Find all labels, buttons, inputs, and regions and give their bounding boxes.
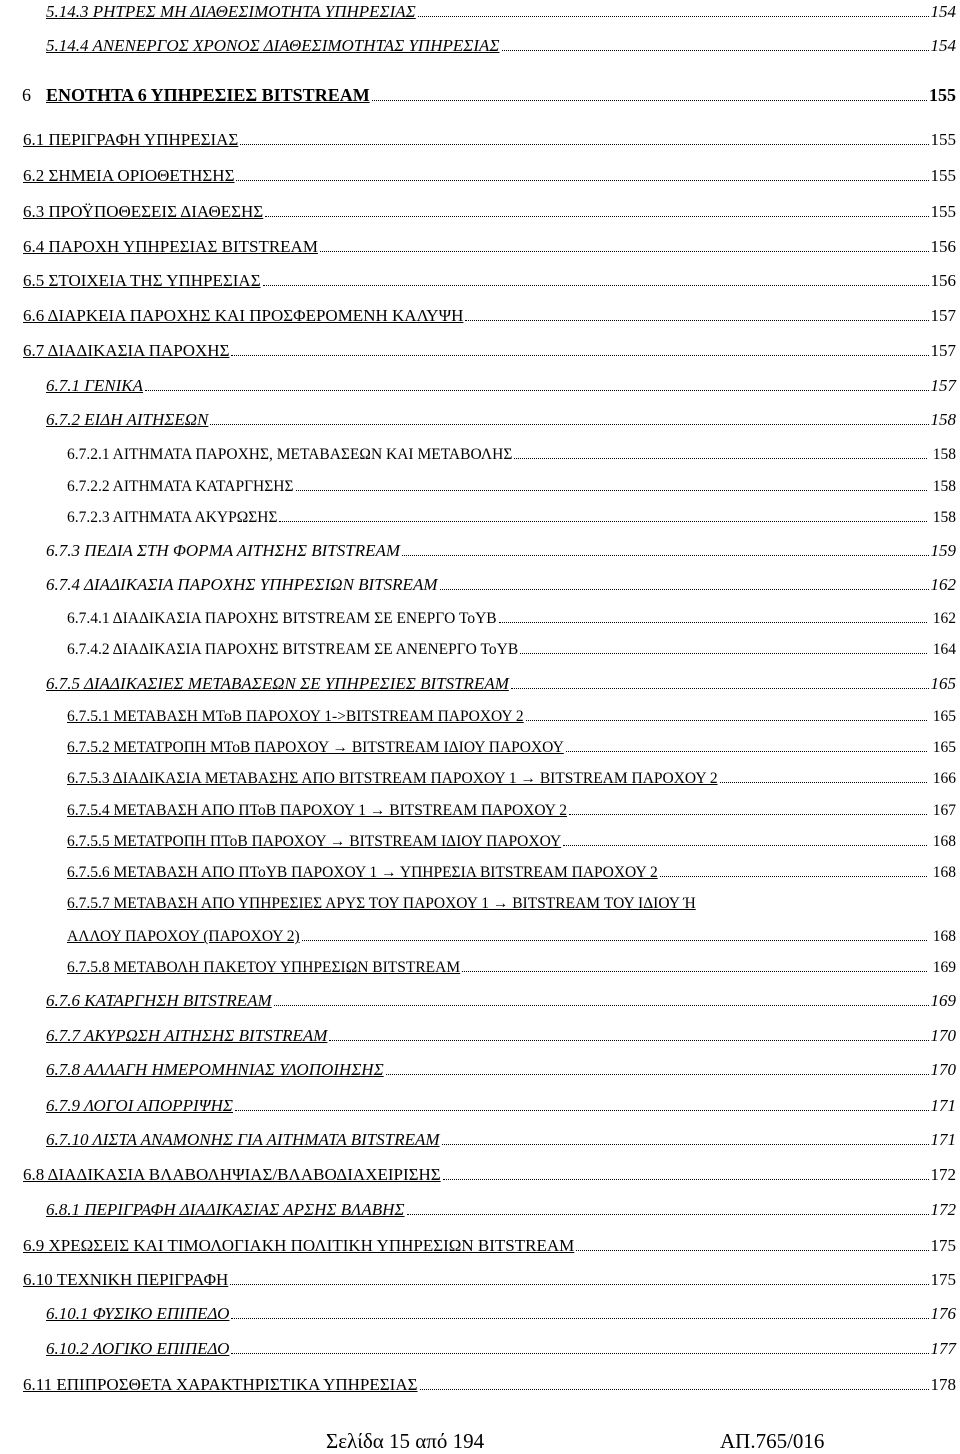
toc-entry-page: 175 (930, 1269, 956, 1289)
toc-entry[interactable] (67, 928, 956, 945)
toc-entry-label[interactable]: 6.7.1 ΓΕΝΙΚΑ (46, 375, 144, 395)
toc-entry-page: 166 (932, 770, 956, 788)
dot-leader (526, 708, 927, 721)
toc-entry-page: 159 (930, 540, 956, 560)
toc-entry-page: 169 (930, 990, 956, 1010)
toc-entry[interactable] (23, 271, 956, 289)
toc-entry-label[interactable]: 6.9 ΧΡΕΩΣΕΙΣ ΚΑΙ ΤΙΜΟΛΟΓΙΑΚΗ ΠΟΛΙΤΙΚΗ ΥΠΗΡΕΣΙΩΝ BITSTREAM (23, 1235, 575, 1255)
dot-leader (329, 1026, 928, 1041)
toc-entry-label[interactable]: 6.7.5.8 ΜΕΤΑΒΟΛΗ ΠΑΚΕΤΟΥ ΥΠΗΡΕΣΙΩΝ BITSTREAM (67, 959, 461, 977)
toc-entry-label[interactable]: 6.1 ΠΕΡΙΓΡΑΦΗ ΥΠΗΡΕΣΙΑΣ (23, 129, 239, 149)
toc-entry[interactable] (67, 864, 956, 881)
toc-entry-label[interactable]: 6.7.5.2 ΜΕΤΑΤΡΟΠΗ ΜΤοΒ ΠΑΡΟΧΟΥ → BITSTREAM ΙΔΙΟΥ ΠΑΡΟΧΟΥ (67, 739, 564, 757)
toc-entry[interactable] (67, 770, 956, 787)
dot-leader (231, 341, 928, 356)
toc-entry[interactable] (23, 130, 956, 148)
toc-entry-label[interactable]: 6.7.5.6 ΜΕΤΑΒΑΣΗ ΑΠΟ ΠΤοΥΒ ΠΑΡΟΧΟΥ 1 → ΥΠΗΡΕΣΙΑ BITSTREAM ΠΑΡΟΧΟΥ 2 (67, 864, 658, 882)
dot-leader (145, 376, 928, 391)
toc-entry-label[interactable]: 6.7.4.1 ΔΙΑΔΙΚΑΣΙΑ ΠΑΡΟΧΗΣ BITSTREAM ΣΕ ΕΝΕΡΓΟ ΤοΥΒ (67, 610, 497, 628)
toc-entry-page: 171 (930, 1129, 956, 1149)
toc-entry-label[interactable]: 6.8.1 ΠΕΡΙΓΡΑΦΗ ΔΙΑΔΙΚΑΣΙΑΣ ΑΡΣΗΣ ΒΛΑΒΗΣ (46, 1199, 405, 1219)
toc-entry[interactable] (67, 802, 956, 819)
toc-entry-page: 168 (932, 833, 956, 851)
toc-entry[interactable] (46, 575, 956, 593)
toc-entry[interactable] (46, 410, 956, 428)
toc-entry[interactable] (46, 2, 956, 20)
toc-entry[interactable] (46, 674, 956, 692)
toc-entry-page: 169 (932, 959, 956, 977)
dot-leader (240, 130, 928, 145)
toc-entry[interactable] (23, 1375, 956, 1393)
toc-entry-label[interactable]: 6.11 ΕΠΙΠΡΟΣΘΕΤΑ ΧΑΡΑΚΤΗΡΙΣΤΙΚΑ ΥΠΗΡΕΣΙΑΣ (23, 1374, 418, 1394)
toc-entry[interactable] (23, 202, 956, 220)
dot-leader (407, 1200, 929, 1215)
toc-entry[interactable] (23, 306, 956, 324)
footer-document-reference: ΑΠ.765/016 (720, 1429, 825, 1453)
dot-leader (520, 641, 927, 654)
toc-entry-page: 175 (930, 1235, 956, 1255)
dot-leader (502, 36, 929, 51)
toc-entry-label[interactable]: 6.7.3 ΠΕΔΙΑ ΣΤΗ ΦΟΡΜΑ ΑΙΤΗΣΗΣ BITSTREAM (46, 540, 401, 560)
toc-entry-page: 177 (930, 1338, 956, 1358)
dot-leader (210, 410, 928, 425)
toc-entry-label[interactable]: 6.8 ΔΙΑΔΙΚΑΣΙΑ ΒΛΑΒΟΛΗΨΙΑΣ/ΒΛΑΒΟΔΙΑΧΕΙΡΙΣΗΣ (23, 1164, 441, 1184)
toc-entry[interactable] (67, 641, 956, 658)
toc-entry[interactable] (23, 237, 956, 255)
dot-leader (372, 86, 927, 101)
toc-entry[interactable] (46, 1130, 956, 1148)
toc-entry-page: 156 (930, 270, 956, 290)
toc-entry[interactable] (67, 509, 956, 526)
toc-entry-page: 168 (932, 928, 956, 946)
dot-leader (514, 446, 926, 459)
toc-entry-page: 155 (929, 85, 956, 106)
dot-leader (576, 1236, 928, 1251)
toc-entry-page: 171 (930, 1095, 956, 1115)
toc-entry-page: 170 (930, 1025, 956, 1045)
toc-entry-label[interactable]: 6.7.10 ΛΙΣΤΑ ΑΝΑΜΟΝΗΣ ΓΙΑ ΑΙΤΗΜΑΤΑ BITSTREAM (46, 1129, 440, 1149)
toc-entry-page: 165 (932, 739, 956, 757)
toc-entry[interactable] (46, 1200, 956, 1218)
dot-leader (720, 770, 927, 783)
dot-leader (499, 610, 927, 623)
dot-leader (569, 802, 927, 815)
dot-leader (230, 1270, 928, 1285)
toc-entry-page: 165 (930, 673, 956, 693)
toc-entry[interactable] (67, 478, 956, 495)
toc-entry[interactable] (46, 1060, 956, 1078)
dot-leader (462, 959, 927, 972)
toc-entry-page: 157 (930, 375, 956, 395)
dot-leader (302, 928, 927, 941)
toc-entry-label[interactable]: 6.7.2.3 ΑΙΤΗΜΑΤΑ ΑΚΥΡΩΣΗΣ (67, 509, 278, 527)
toc-entry[interactable] (23, 1236, 956, 1254)
toc-entry-page: 158 (932, 478, 956, 496)
toc-entry-page: 165 (932, 708, 956, 726)
toc-entry-label[interactable]: 6.3 ΠΡΟΫΠΟΘΕΣΕΙΣ ΔΙΑΘΕΣΗΣ (23, 201, 264, 221)
dot-leader (263, 271, 929, 286)
dot-leader (265, 202, 928, 217)
toc-entry[interactable] (23, 1165, 956, 1183)
toc-entry-page: 178 (930, 1374, 956, 1394)
toc-entry-page: 157 (930, 305, 956, 325)
toc-entry-label[interactable]: 5.14.4 ΑΝΕΝΕΡΓΟΣ ΧΡΟΝΟΣ ΔΙΑΘΕΣΙΜΟΤΗΤΑΣ ΥΠΗΡΕΣΙΑΣ (46, 35, 500, 55)
toc-entry-label[interactable]: 6.4 ΠΑΡΟΧΗ ΥΠΗΡΕΣΙΑΣ BITSTREAM (23, 236, 318, 256)
dot-leader (442, 1130, 929, 1145)
toc-entry-page: 162 (932, 610, 956, 628)
toc-entry-page: 155 (930, 201, 956, 221)
toc-entry-page: 154 (930, 35, 956, 55)
toc-entry-label[interactable]: 5.14.3 ΡΗΤΡΕΣ ΜΗ ΔΙΑΘΕΣΙΜΟΤΗΤΑ ΥΠΗΡΕΣΙΑΣ (46, 1, 416, 21)
toc-entry-label[interactable]: 6.7.5 ΔΙΑΔΙΚΑΣΙΕΣ ΜΕΤΑΒΑΣΕΩΝ ΣΕ ΥΠΗΡΕΣΙΕΣ BITSTREAM (46, 673, 509, 693)
toc-entry-label[interactable]: 6.5 ΣΤΟΙΧΕΙΑ ΤΗΣ ΥΠΗΡΕΣΙΑΣ (23, 270, 261, 290)
toc-entry-page: 158 (932, 509, 956, 527)
toc-entry-page: 170 (930, 1059, 956, 1079)
toc-entry[interactable] (46, 1096, 956, 1114)
toc-entry-page: 157 (930, 340, 956, 360)
dot-leader (274, 991, 929, 1006)
toc-entry-label[interactable]: 6.7.8 ΑΛΛΑΓΗ ΗΜΕΡΟΜΗΝΙΑΣ ΥΛΟΠΟΙΗΣΗΣ (46, 1059, 384, 1079)
toc-entry-label[interactable]: 6.7 ΔΙΑΔΙΚΑΣΙΑ ΠΑΡΟΧΗΣ (23, 340, 230, 360)
toc-entry-page: 172 (930, 1164, 956, 1184)
dot-leader (320, 237, 929, 252)
toc-entry[interactable] (46, 1304, 956, 1322)
toc-entry-label[interactable]: 6.7.6 ΚΑΤΑΡΓΗΣΗ BITSTREAM (46, 990, 272, 1010)
toc-entry[interactable] (46, 1026, 956, 1044)
toc-entry[interactable] (46, 36, 956, 54)
toc-entry-page: 158 (930, 409, 956, 429)
toc-entry[interactable] (67, 959, 956, 976)
toc-entry[interactable] (67, 833, 956, 850)
toc-entry-label[interactable]: 6.7.4 ΔΙΑΔΙΚΑΣΙΑ ΠΑΡΟΧΗΣ ΥΠΗΡΕΣΙΩΝ BITSREAM (46, 574, 438, 594)
dot-leader (440, 575, 929, 590)
toc-entry-label[interactable]: 6.10.1 ΦΥΣΙΚΟ ΕΠΙΠΕΔΟ (46, 1303, 230, 1323)
toc-entry[interactable] (67, 708, 956, 725)
dot-leader (563, 833, 927, 846)
toc-entry-label[interactable]: 6.7.9 ΛΟΓΟΙ ΑΠΟΡΡΙΨΗΣ (46, 1095, 233, 1115)
toc-entry[interactable] (67, 739, 956, 756)
dot-leader (402, 541, 928, 556)
dot-leader (235, 1096, 929, 1111)
dot-leader (443, 1165, 929, 1180)
toc-entry-page: 168 (932, 864, 956, 882)
toc-entry-label[interactable]: 6.7.5.5 ΜΕΤΑΤΡΟΠΗ ΠΤοΒ ΠΑΡΟΧΟΥ → BITSTREAM ΙΔΙΟΥ ΠΑΡΟΧΟΥ (67, 833, 562, 851)
toc-entry-label[interactable]: 6.7.2.2 ΑΙΤΗΜΑΤΑ ΚΑΤΑΡΓΗΣΗΣ (67, 478, 294, 496)
toc-entry[interactable] (22, 85, 956, 106)
toc-entry-label[interactable]: 6.10.2 ΛΟΓΙΚΟ ΕΠΙΠΕΔΟ (46, 1338, 230, 1358)
dot-leader (231, 1339, 928, 1354)
toc-entry[interactable] (23, 341, 956, 359)
toc-entry-page: 172 (930, 1199, 956, 1219)
toc-entry-page: 155 (930, 129, 956, 149)
toc-entry-label[interactable]: 6.7.7 ΑΚΥΡΩΣΗ ΑΙΤΗΣΗΣ BITSTREAM (46, 1025, 328, 1045)
dot-leader (465, 306, 928, 321)
toc-entry-label[interactable]: 6.7.5.1 ΜΕΤΑΒΑΣΗ ΜΤοΒ ΠΑΡΟΧΟΥ 1->BITSTREAM ΠΑΡΟΧΟΥ 2 (67, 708, 524, 726)
toc-entry-page: 176 (930, 1303, 956, 1323)
toc-entry[interactable] (67, 446, 956, 463)
toc-entry-label[interactable]: 6.6 ΔΙΑΡΚΕΙΑ ΠΑΡΟΧΗΣ ΚΑΙ ΠΡΟΣΦΕΡΟΜΕΝΗ ΚΑΛΥΨΗ (23, 305, 464, 325)
toc-entry-page: 158 (932, 446, 956, 464)
toc-entry-label[interactable]: 6.7.2 ΕΙΔΗ ΑΙΤΗΣΕΩΝ (46, 409, 209, 429)
dot-leader (296, 478, 927, 491)
toc-entry-label[interactable]: ΑΛΛΟΥ ΠΑΡΟΧΟΥ (ΠΑΡΟΧΟΥ 2) (67, 928, 300, 946)
toc-entry[interactable] (46, 991, 956, 1009)
toc-entry[interactable] (67, 610, 956, 627)
dot-leader (418, 2, 929, 17)
toc-entry-label[interactable]: 6.10 ΤΕΧΝΙΚΗ ΠΕΡΙΓΡΑΦΗ (23, 1269, 229, 1289)
footer-page-number: Σελίδα 15 από 194 (326, 1429, 485, 1453)
toc-entry-label[interactable]: 6.7.5.4 ΜΕΤΑΒΑΣΗ ΑΠΟ ΠΤοΒ ΠΑΡΟΧΟΥ 1 → BITSTREAM ΠΑΡΟΧΟΥ 2 (67, 802, 568, 820)
toc-entry-number: 6 (22, 85, 31, 105)
toc-entry[interactable] (46, 376, 956, 394)
toc-entry[interactable] (23, 166, 956, 184)
toc-entry-label[interactable]: ΕΝΟΤΗΤΑ 6 ΥΠΗΡΕΣΙΕΣ BITSTREAM (46, 85, 370, 106)
toc-entry[interactable] (46, 541, 956, 559)
dot-leader (279, 509, 926, 522)
toc-entry-label[interactable]: 6.7.4.2 ΔΙΑΔΙΚΑΣΙΑ ΠΑΡΟΧΗΣ BITSTREAM ΣΕ ΑΝΕΝΕΡΓΟ ΤοΥΒ (67, 641, 519, 659)
dot-leader (660, 864, 927, 877)
dot-leader (566, 739, 927, 752)
toc-entry[interactable] (23, 1270, 956, 1288)
toc-entry-page: 167 (932, 802, 956, 820)
toc-entry[interactable] (46, 1339, 956, 1357)
toc-entry-page: 156 (930, 236, 956, 256)
dot-leader (511, 674, 929, 689)
toc-entry-page: 155 (930, 165, 956, 185)
toc-entry-page: 154 (930, 1, 956, 21)
dot-leader (420, 1375, 929, 1390)
toc-entry-label[interactable]: 6.7.5.3 ΔΙΑΔΙΚΑΣΙΑ ΜΕΤΑΒΑΣΗΣ ΑΠΟ BITSTREAM ΠΑΡΟΧΟΥ 1 → BITSTREAM ΠΑΡΟΧΟΥ 2 (67, 770, 718, 788)
toc-entry-label[interactable]: 6.7.2.1 ΑΙΤΗΜΑΤΑ ΠΑΡΟΧΗΣ, ΜΕΤΑΒΑΣΕΩΝ ΚΑΙ ΜΕΤΑΒΟΛΗΣ (67, 446, 513, 464)
dot-leader (231, 1304, 928, 1319)
toc-entry-label-first-line[interactable]: 6.7.5.7 ΜΕΤΑΒΑΣΗ ΑΠΟ ΥΠΗΡΕΣΙΕΣ ΑΡΥΣ ΤΟΥ ΠΑΡΟΧΟΥ 1 → BITSTREAM ΤΟΥ ΙΔΙΟΥ Ή (67, 895, 696, 912)
dot-leader (236, 166, 928, 181)
toc-entry-label[interactable]: 6.2 ΣΗΜΕΙΑ ΟΡΙΟΘΕΤΗΣΗΣ (23, 165, 235, 185)
toc-entry-page: 162 (930, 574, 956, 594)
toc-entry-page: 164 (932, 641, 956, 659)
dot-leader (386, 1060, 929, 1075)
